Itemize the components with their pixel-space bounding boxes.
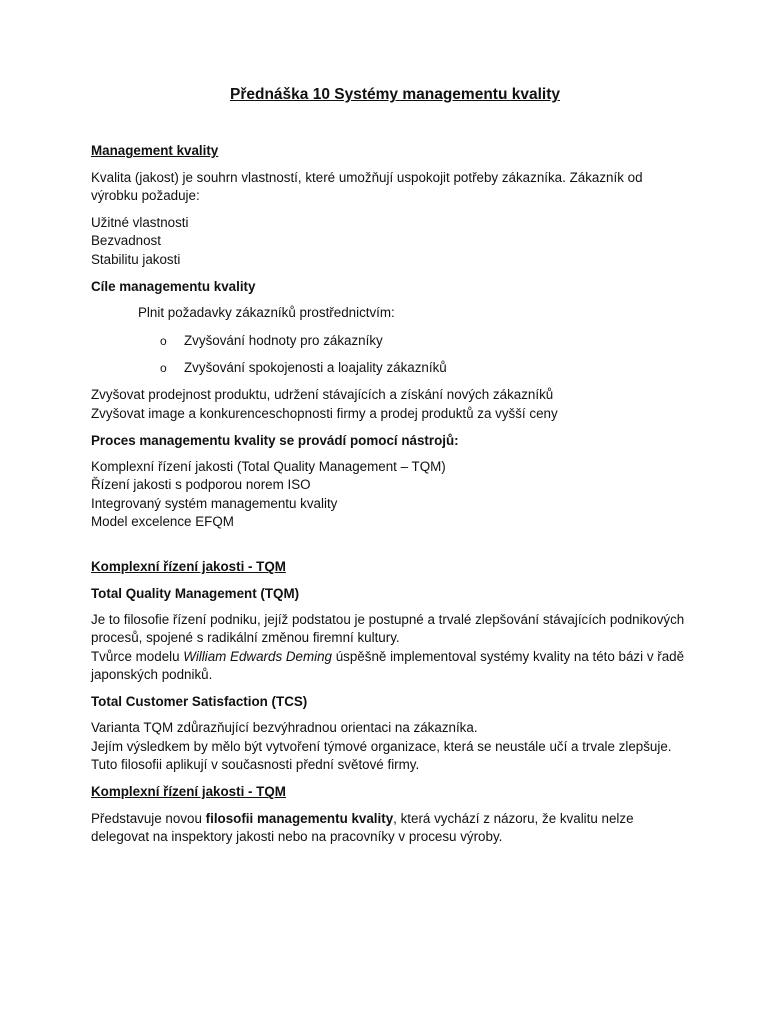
requirements-list bbox=[91, 214, 691, 269]
deming-name: William Edwards Deming bbox=[183, 648, 332, 664]
section-heading-cile: Cíle managementu kvality bbox=[91, 279, 256, 295]
list-item: Užitné vlastnosti bbox=[91, 215, 189, 231]
tcs-line: Varianta TQM zdůrazňující bezvýhradnou orientaci na zákazníka. bbox=[91, 720, 478, 736]
document-page bbox=[91, 86, 691, 855]
bullet-marker: o bbox=[160, 360, 167, 375]
list-item: Integrovaný systém managementu kvality bbox=[91, 495, 338, 511]
section-heading-tcs: Total Customer Satisfaction (TCS) bbox=[91, 694, 308, 710]
goals-list bbox=[91, 386, 691, 423]
list-item: Bezvadnost bbox=[91, 233, 161, 249]
list-item: Zvyšovat image a konkurenceschopnosti firmy a prodej produktů za vyšší ceny bbox=[91, 405, 558, 421]
tcs-description bbox=[91, 719, 691, 774]
list-item: Stabilitu jakosti bbox=[91, 251, 181, 267]
section-heading-komplexni-tqm: Komplexní řízení jakosti - TQM bbox=[91, 559, 286, 575]
tcs-line: Jejím výsledkem by mělo být vytvoření týmové organizace, která se neustále učí a trvale zlepšuje. bbox=[91, 738, 672, 754]
bullet-item bbox=[160, 332, 691, 350]
text-after: , která vychází z názoru, že kvalitu nelze delegovat na inspektory jakosti nebo na pracovníky v procesu výroby. bbox=[91, 810, 634, 844]
list-item: Komplexní řízení jakosti (Total Quality Management – TQM) bbox=[91, 459, 446, 475]
section-heading-komplexni-tqm-2: Komplexní řízení jakosti - TQM bbox=[91, 784, 286, 800]
bullet-marker: o bbox=[160, 333, 167, 348]
section-paragraph: Kvalita (jakost) je souhrn vlastností, které umožňují uspokojit potřeby zákazníka. Zákazník od výrobku požaduje: bbox=[91, 169, 643, 203]
deming-text-before: Tvůrce modelu bbox=[91, 648, 184, 664]
tcs-line: Tuto filosofii aplikují v současnosti přední světové firmy. bbox=[91, 757, 420, 773]
tqm-paragraph: Je to filosofie řízení podniku, jejíž podstatou je postupné a trvalé zlepšování stávajících podnikových procesů, spojené s radikální změnou firemní kultury. bbox=[91, 611, 685, 646]
list-item: Model excelence EFQM bbox=[91, 514, 234, 530]
tools-list bbox=[91, 458, 691, 531]
bullet-item bbox=[160, 359, 691, 377]
bullet-text: Zvyšování hodnoty pro zákazníky bbox=[184, 332, 383, 348]
deming-paragraph bbox=[91, 648, 691, 685]
list-item: Řízení jakosti s podporou norem ISO bbox=[91, 477, 311, 493]
list-item: Zvyšovat prodejnost produktu, udržení stávajících a získání nových zákazníků bbox=[91, 387, 554, 403]
section-paragraph: Plnit požadavky zákazníků prostřednictvím: bbox=[138, 305, 395, 321]
text-strong: filosofii managementu kvality bbox=[205, 810, 394, 826]
deming-text-after: úspěšně implementoval systémy kvality na této bázi v řadě japonských podniků. bbox=[91, 648, 685, 682]
tqm-description bbox=[91, 611, 691, 684]
bullet-text: Zvyšování spokojenosti a loajality zákazníků bbox=[184, 359, 447, 375]
section-paragraph bbox=[91, 810, 691, 847]
section-heading-proces: Proces managementu kvality se provádí pomocí nástrojů: bbox=[91, 432, 459, 448]
spacer bbox=[91, 540, 691, 558]
section-heading-tqm: Total Quality Management (TQM) bbox=[91, 585, 300, 601]
section-heading-management-kvality: Management kvality bbox=[91, 143, 219, 159]
text-before: Představuje novou bbox=[91, 810, 206, 826]
document-title: Přednáška 10 Systémy managementu kvality bbox=[230, 86, 560, 103]
